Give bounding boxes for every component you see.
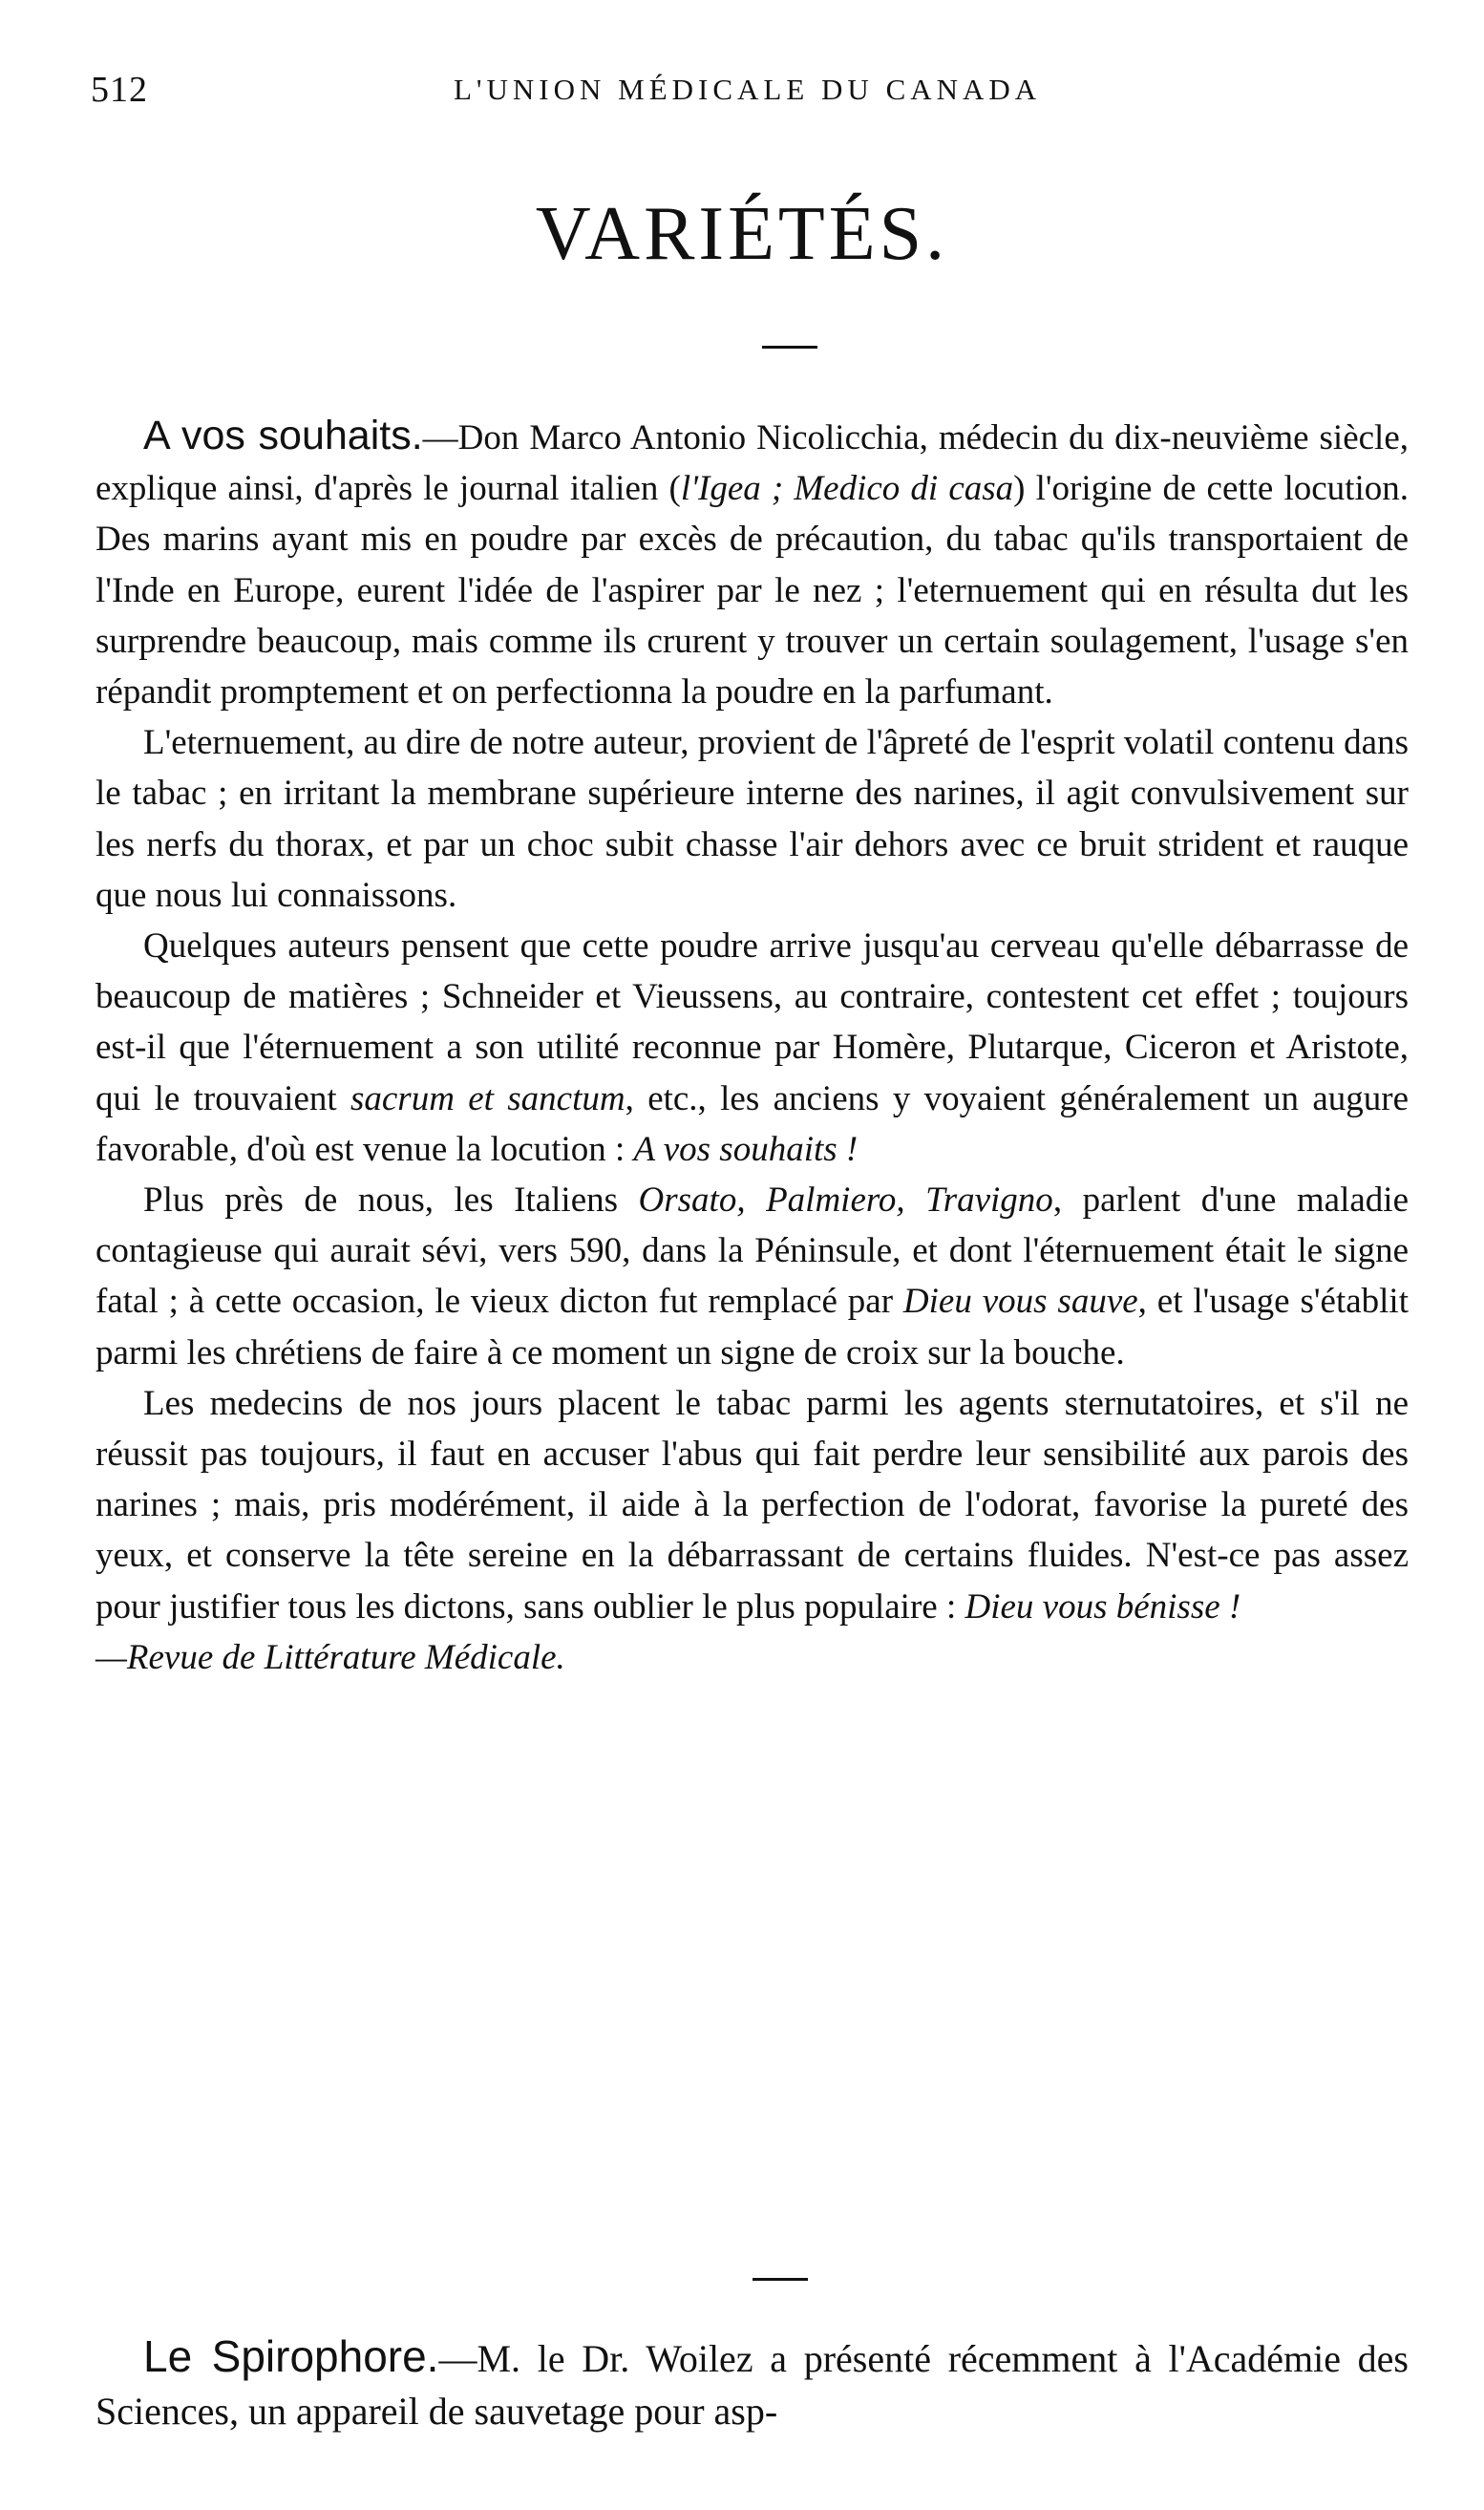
paragraph — [95, 411, 1409, 717]
article-heading: A vos souhaits. — [143, 413, 423, 458]
article-spirophore — [95, 2330, 1409, 2437]
article-heading: Le Spirophore. — [143, 2331, 439, 2381]
text-run: , parlent d'une maladie contagieuse qui aurait sévi, vers 590, dans la Péninsule, et dont l'éternuement était le signe fatal ; à cette occasion, le vieux dicton fut remplacé par — [95, 1181, 1410, 1322]
divider — [753, 2278, 808, 2281]
paragraph — [95, 2330, 1409, 2437]
italic-run: Dieu vous sauve — [902, 1282, 1138, 1322]
running-header — [91, 69, 1409, 117]
text-run: Quelques auteurs pensent que cette poudre arrive jusqu'au cerveau qu'elle débarrasse de beaucoup de matières ; Schneider et Vieussens, au contraire, contestent cet effet ; toujours est-il que l'éternuement a son utilité reconnue par Homère, Plutarque, Ciceron et Aristote, qui le trouvaient — [95, 926, 1409, 1118]
italic-run: A vos souhaits ! — [633, 1129, 859, 1169]
italic-run: sacrum et sanctum — [350, 1078, 625, 1118]
paragraph — [95, 1175, 1409, 1378]
section-title: VARIÉTÉS. — [535, 192, 949, 276]
source-citation: —Revue de Littérature Médicale. — [95, 1637, 565, 1677]
text-run: —Don Marco Antonio Nicolicchia, médecin du dix-neuvième siècle, explique ainsi, d'après le journal italien ( — [95, 418, 1409, 509]
paragraph — [95, 717, 1409, 921]
italic-run: Orsato, Palmiero, Travigno — [638, 1181, 1053, 1221]
journal-title: L'UNION MÉDICALE DU CANADA — [454, 73, 1042, 106]
text-run: —M. le Dr. Woilez a présenté récemment à l'Académie des Sciences, un appareil de sauvetage pour asp- — [95, 2337, 1409, 2433]
italic-run: l'Igea ; Medico di casa — [680, 469, 1014, 509]
article-a-vos-souhaits — [95, 411, 1409, 1683]
page-number: 512 — [91, 70, 148, 110]
text-run: Plus près de nous, les Italiens — [143, 1181, 639, 1221]
text-run: L'eternuement, au dire de notre auteur, provient de l'âpreté de l'esprit volatil contenu dans le tabac ; en irritant la membrane supérieure interne des narines, il agit convulsivement sur les nerfs du thorax, et par un choc subit chasse l'air dehors avec ce bruit strident et rauque que nous lui connaissons. — [95, 723, 1409, 915]
text-run: Les medecins de nos jours placent le tabac parmi les agents sternutatoires, et s'il ne réussit pas toujours, il faut en accuser l'abus qui fait perdre leur sensibilité aux parois des narines ; mais, pris modérément, il aide à la perfection de l'odorat, favorise la pureté des yeux, et conserve la tête sereine en la débarrassant de certains fluides. N'est-ce pas assez pour justifier tous les dictons, sans oublier le plus populaire : — [95, 1383, 1409, 1627]
paragraph — [95, 1378, 1409, 1632]
text-run: ) l'origine de cette locution. Des marins ayant mis en poudre par excès de précaution, du tabac qu'ils transportaient de l'Inde en Europe, eurent l'idée de l'aspirer par le nez ; l'eternuement qui en résulta dut les surprendre beaucoup, mais comme ils crurent y trouver un certain soulagement, l'usage s'en répandit promptement et on perfectionna la poudre en la parfumant. — [95, 469, 1409, 713]
text-run: , et l'usage s'établit parmi les chrétiens de faire à ce moment un signe de croix sur la bouche. — [95, 1282, 1409, 1372]
text-run: , etc., les anciens y voyaient généralement un augure favorable, d'où est venue la locution : — [95, 1078, 1409, 1169]
divider — [762, 346, 817, 349]
paragraph — [95, 921, 1409, 1175]
italic-run: Dieu vous bénisse ! — [965, 1586, 1241, 1627]
